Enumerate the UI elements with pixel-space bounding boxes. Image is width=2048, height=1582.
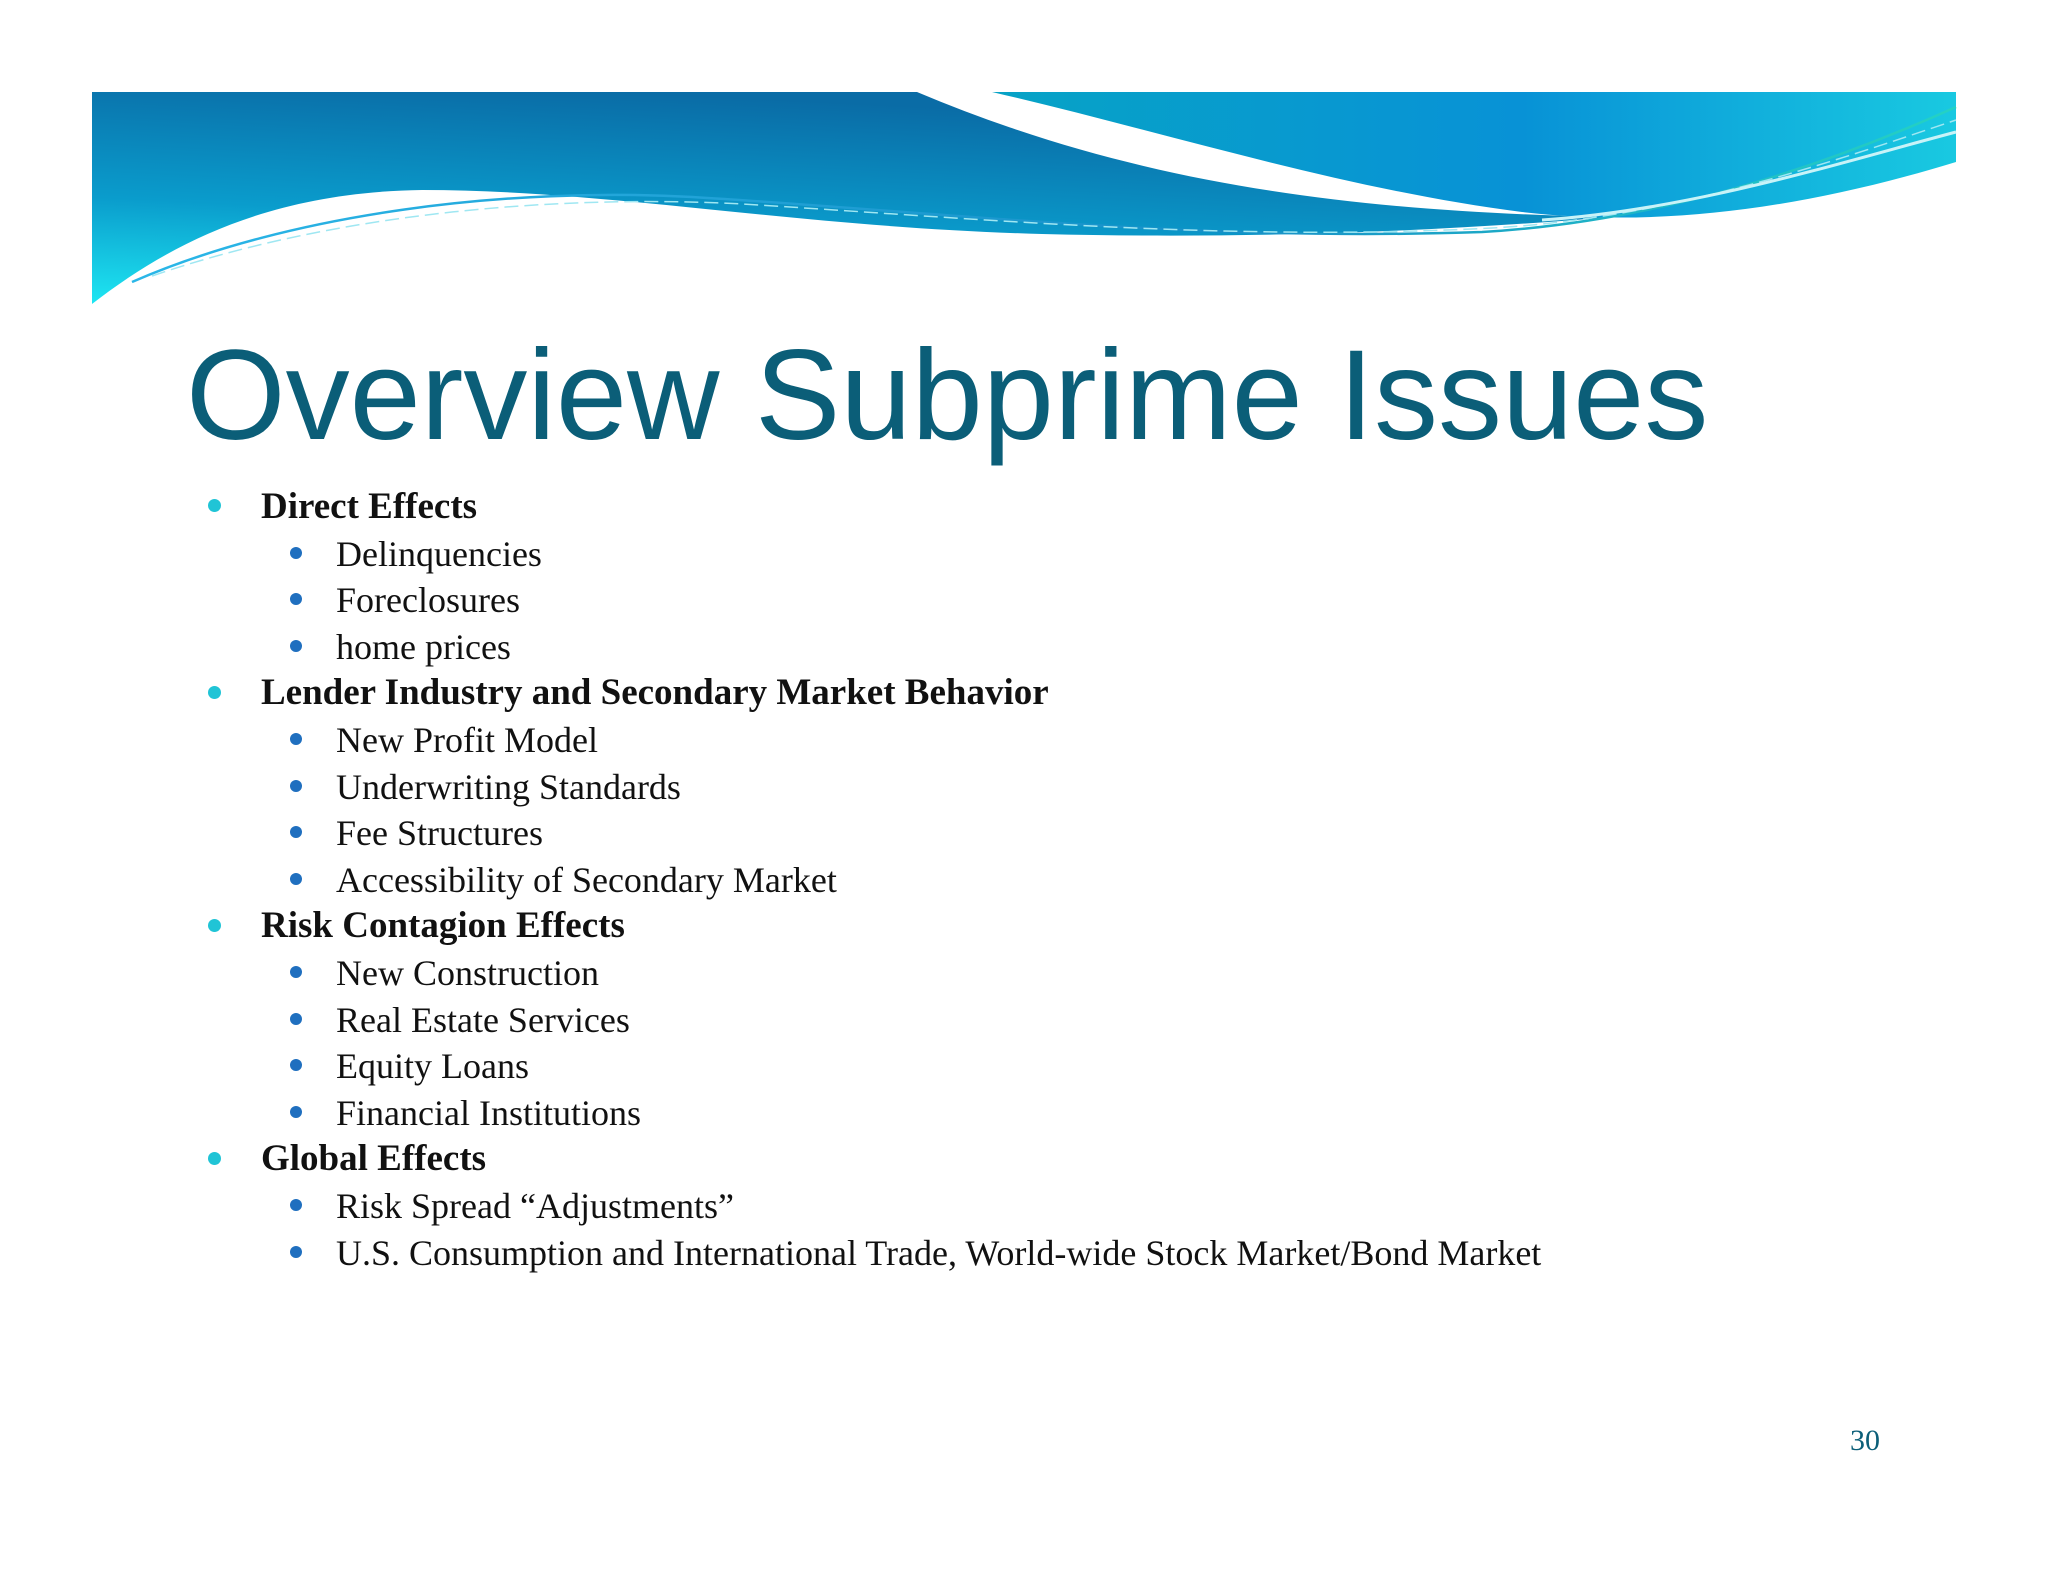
- bullet-dot-icon: [290, 593, 302, 605]
- list-item-text: Delinquencies: [336, 533, 542, 574]
- bullet-dot-icon: [290, 1106, 302, 1118]
- section-heading-text: Lender Industry and Secondary Market Behavior: [261, 672, 1049, 714]
- slide-title: Overview Subprime Issues: [186, 324, 1709, 467]
- list-item-text: Underwriting Standards: [336, 766, 681, 807]
- bullet-dot-icon: [208, 919, 221, 932]
- section-heading-text: Global Effects: [261, 1138, 487, 1180]
- bullet-dot-icon: [290, 1013, 302, 1025]
- bullet-dot-icon: [290, 873, 302, 885]
- bullet-dot-icon: [290, 1246, 302, 1258]
- list-item: [204, 577, 1964, 624]
- list-item: [204, 1183, 1964, 1230]
- bullet-dot-icon: [290, 826, 302, 838]
- list-item: [204, 1043, 1964, 1090]
- list-item-text: Foreclosures: [336, 580, 520, 621]
- section-heading: [204, 670, 1964, 717]
- section-heading-text: Direct Effects: [261, 486, 478, 527]
- bullet-dot-icon: [290, 547, 302, 559]
- list-item-text: New Construction: [336, 952, 599, 993]
- page-number: 30: [1850, 1424, 1880, 1457]
- bullet-dot-icon: [290, 640, 302, 652]
- list-item: [204, 1090, 1964, 1137]
- list-item-text: Accessibility of Secondary Market: [336, 859, 837, 900]
- list-item: [204, 997, 1964, 1044]
- list-item-text: Real Estate Services: [336, 999, 630, 1040]
- list-item: [204, 1230, 1964, 1277]
- list-item: [204, 950, 1964, 997]
- bullet-list: [204, 484, 1964, 1276]
- bullet-dot-icon: [208, 499, 221, 512]
- bullet-dot-icon: [208, 686, 221, 699]
- bullet-dot-icon: [208, 1152, 221, 1165]
- section-heading: [204, 903, 1964, 950]
- list-item: [204, 857, 1964, 904]
- list-item: [204, 717, 1964, 764]
- list-item: [204, 531, 1964, 578]
- bullet-dot-icon: [290, 780, 302, 792]
- bullet-dot-icon: [290, 1199, 302, 1211]
- section-heading: [204, 1136, 1964, 1183]
- list-item-text: Financial Institutions: [336, 1092, 641, 1133]
- bullet-dot-icon: [290, 733, 302, 745]
- list-item-text: Equity Loans: [336, 1046, 529, 1087]
- list-item-text: Fee Structures: [336, 813, 543, 854]
- list-item-text: Risk Spread “Adjustments”: [336, 1185, 734, 1226]
- list-item-text: New Profit Model: [336, 719, 598, 760]
- list-item: [204, 810, 1964, 857]
- bullet-dot-icon: [290, 1059, 302, 1071]
- list-item-text: U.S. Consumption and International Trade, World-wide Stock Market/Bond Market: [336, 1232, 1542, 1273]
- bullet-dot-icon: [290, 966, 302, 978]
- list-item: [204, 624, 1964, 671]
- header-wave-banner: [92, 92, 1956, 304]
- list-item: [204, 764, 1964, 811]
- list-item-text: home prices: [336, 626, 511, 667]
- section-heading: [204, 484, 1964, 531]
- section-heading-text: Risk Contagion Effects: [261, 905, 625, 947]
